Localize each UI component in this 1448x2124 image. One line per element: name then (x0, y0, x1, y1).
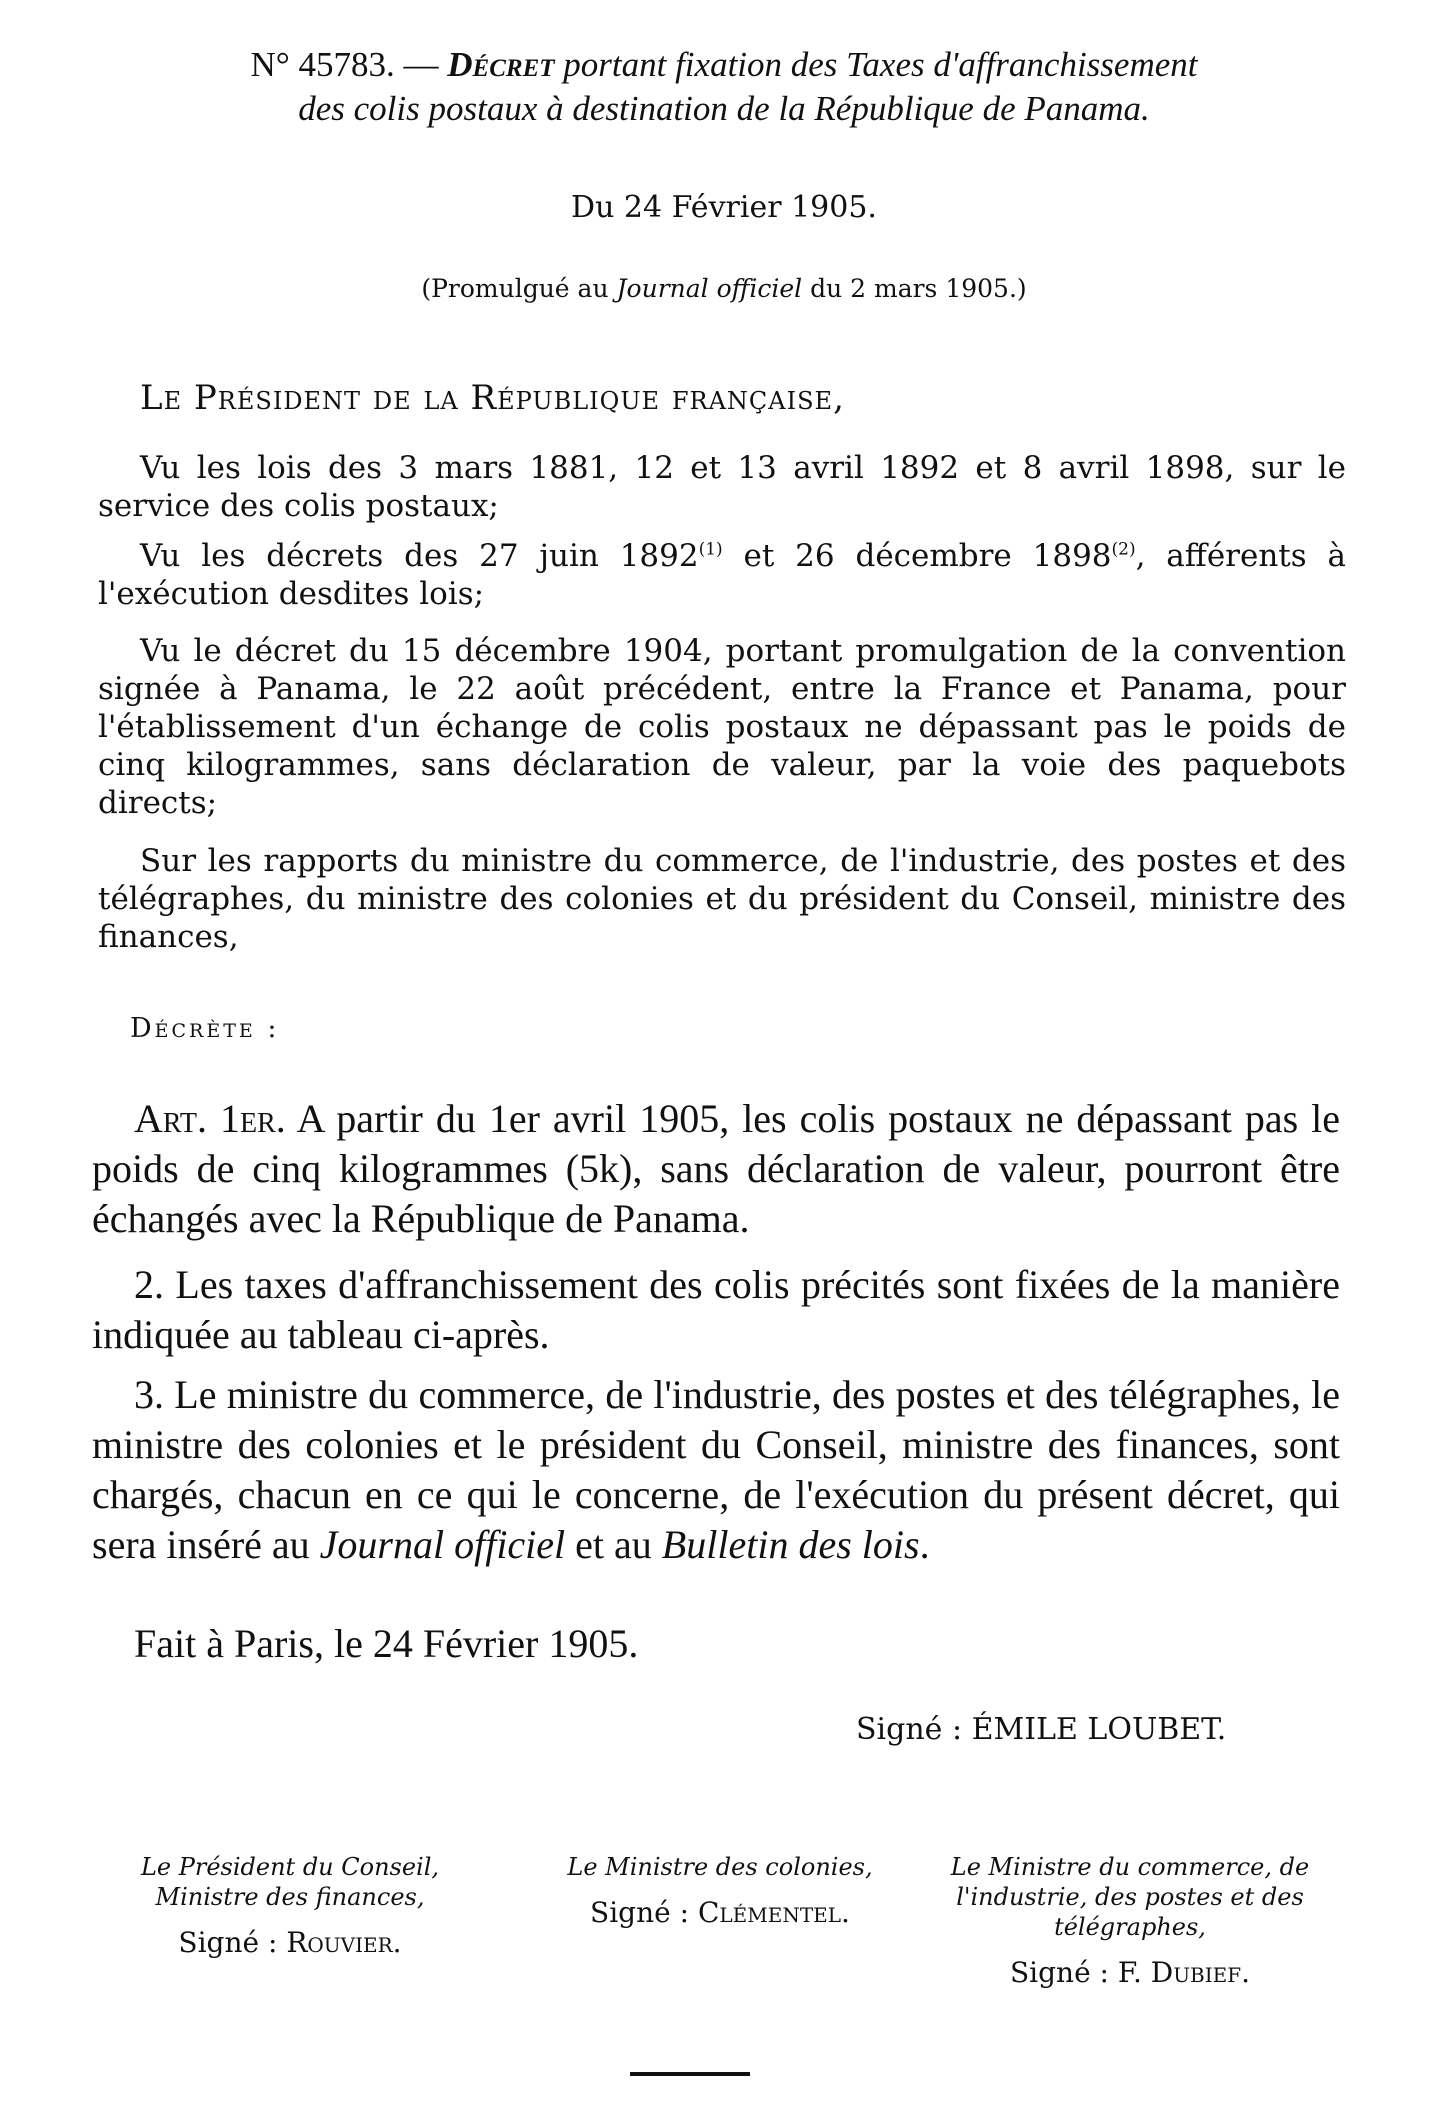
countersignature-president-conseil (100, 1852, 480, 1959)
signed-name: Rouvier. (286, 1926, 402, 1959)
article-2-text: 2. Les taxes d'affranchissement des colis précités sont fixées de la manière indiquée au tableau ci-après. (92, 1262, 1340, 1357)
decree-number: N° 45783. (250, 45, 395, 84)
decrete-heading: Décrète : (130, 1013, 280, 1044)
heading-decret-word: Décret (447, 45, 555, 84)
considerant-convention-text: Vu le décret du 15 décembre 1904, portant promulgation de la convention signée à Panama, le 22 août précédent, entre la France et Panama, pour l'établissement d'un échange de colis postaux ne dépassant pas le poids de cinq kilogrammes, sans déclaration de valeur, par la voie des paquebots directs; (98, 633, 1346, 821)
countersignature-signed (530, 1896, 910, 1929)
promulgation-journal: Journal officiel (616, 274, 803, 303)
countersignature-ministre-colonies (530, 1852, 910, 1929)
considerant-lois-text: Vu les lois des 3 mars 1881, 12 et 13 avril 1892 et 8 avril 1898, sur le service des colis postaux; (98, 450, 1346, 524)
article-3-and: et au (565, 1522, 662, 1567)
heading-title-rest: portant fixation des Taxes d'affranchissement (563, 45, 1198, 84)
signed-name: Clémentel. (697, 1896, 850, 1929)
article-3 (92, 1370, 1340, 1570)
considerant-decrets (98, 537, 1346, 613)
decrets-part2: et 26 décembre 1898 (722, 538, 1112, 574)
countersignature-title: Le Président du Conseil, Ministre des finances, (140, 1853, 440, 1911)
signed-prefix: Signé : (178, 1926, 287, 1959)
decree-date: Du 24 Février 1905. (571, 190, 877, 225)
president-signature: Signé : ÉMILE LOUBET. (856, 1712, 1227, 1747)
countersignature-title: Le Ministre des colonies, (567, 1853, 873, 1881)
decree-heading-line2: des colis postaux à destination de la République de Panama. (298, 89, 1150, 128)
article-1-label: Art. 1er. (134, 1096, 286, 1141)
article-3-text: 3. Le ministre du commerce, de l'industrie, des postes et des télégraphes, le ministre des colonies et le président du Conseil, ministre des finances, sont chargés, chacun en ce qui le concerne, de l'exécution du présent décret, qui sera inséré au (92, 1372, 1340, 1567)
signed-name: F. Dubief. (1117, 1956, 1251, 1989)
closing-rule (630, 2072, 750, 2076)
footnote-ref-2: (2) (1111, 539, 1136, 560)
decrets-part3: , afférents à l'exécution desdites lois; (98, 538, 1346, 612)
countersignature-signed (940, 1956, 1320, 1989)
signed-prefix: Signé : (1009, 1956, 1118, 1989)
article-1 (92, 1094, 1340, 1244)
countersignature-ministre-commerce (940, 1852, 1320, 1989)
decree-heading (120, 44, 1328, 86)
heading-dash: — (403, 45, 439, 84)
decrets-part1: Vu les décrets des 27 juin 1892 (140, 538, 699, 574)
considerant-convention (98, 632, 1346, 822)
promulgation-before: (Promulgué au (421, 274, 617, 303)
article-3-bulletin: Bulletin des lois (661, 1522, 920, 1567)
fait-a-paris: Fait à Paris, le 24 Février 1905. (134, 1621, 639, 1666)
considerant-rapports (98, 842, 1346, 956)
countersignature-title: Le Ministre du commerce, de l'industrie, des postes et des télégraphes, (950, 1853, 1310, 1941)
president-heading: Le Président de la République française, (140, 378, 845, 418)
article-3-end: . (919, 1522, 930, 1567)
article-1-text: A partir du 1er avril 1905, les colis postaux ne dépassant pas le poids de cinq kilogrammes (5k), sans déclaration de valeur, pourront être échangés avec la République de Panama. (92, 1096, 1341, 1241)
considerant-lois (98, 449, 1346, 525)
promulgation-note (0, 274, 1448, 303)
footnote-ref-1: (1) (698, 539, 723, 560)
article-3-journal: Journal officiel (319, 1522, 566, 1567)
countersignature-signed (100, 1926, 480, 1959)
signed-prefix: Signé : (590, 1896, 698, 1929)
considerant-rapports-text: Sur les rapports du ministre du commerce, de l'industrie, des postes et des télégraphes, du ministre des colonies et du président du Conseil, ministre des finances, (98, 843, 1346, 955)
promulgation-after: du 2 mars 1905.) (802, 274, 1027, 303)
article-2 (92, 1260, 1340, 1360)
